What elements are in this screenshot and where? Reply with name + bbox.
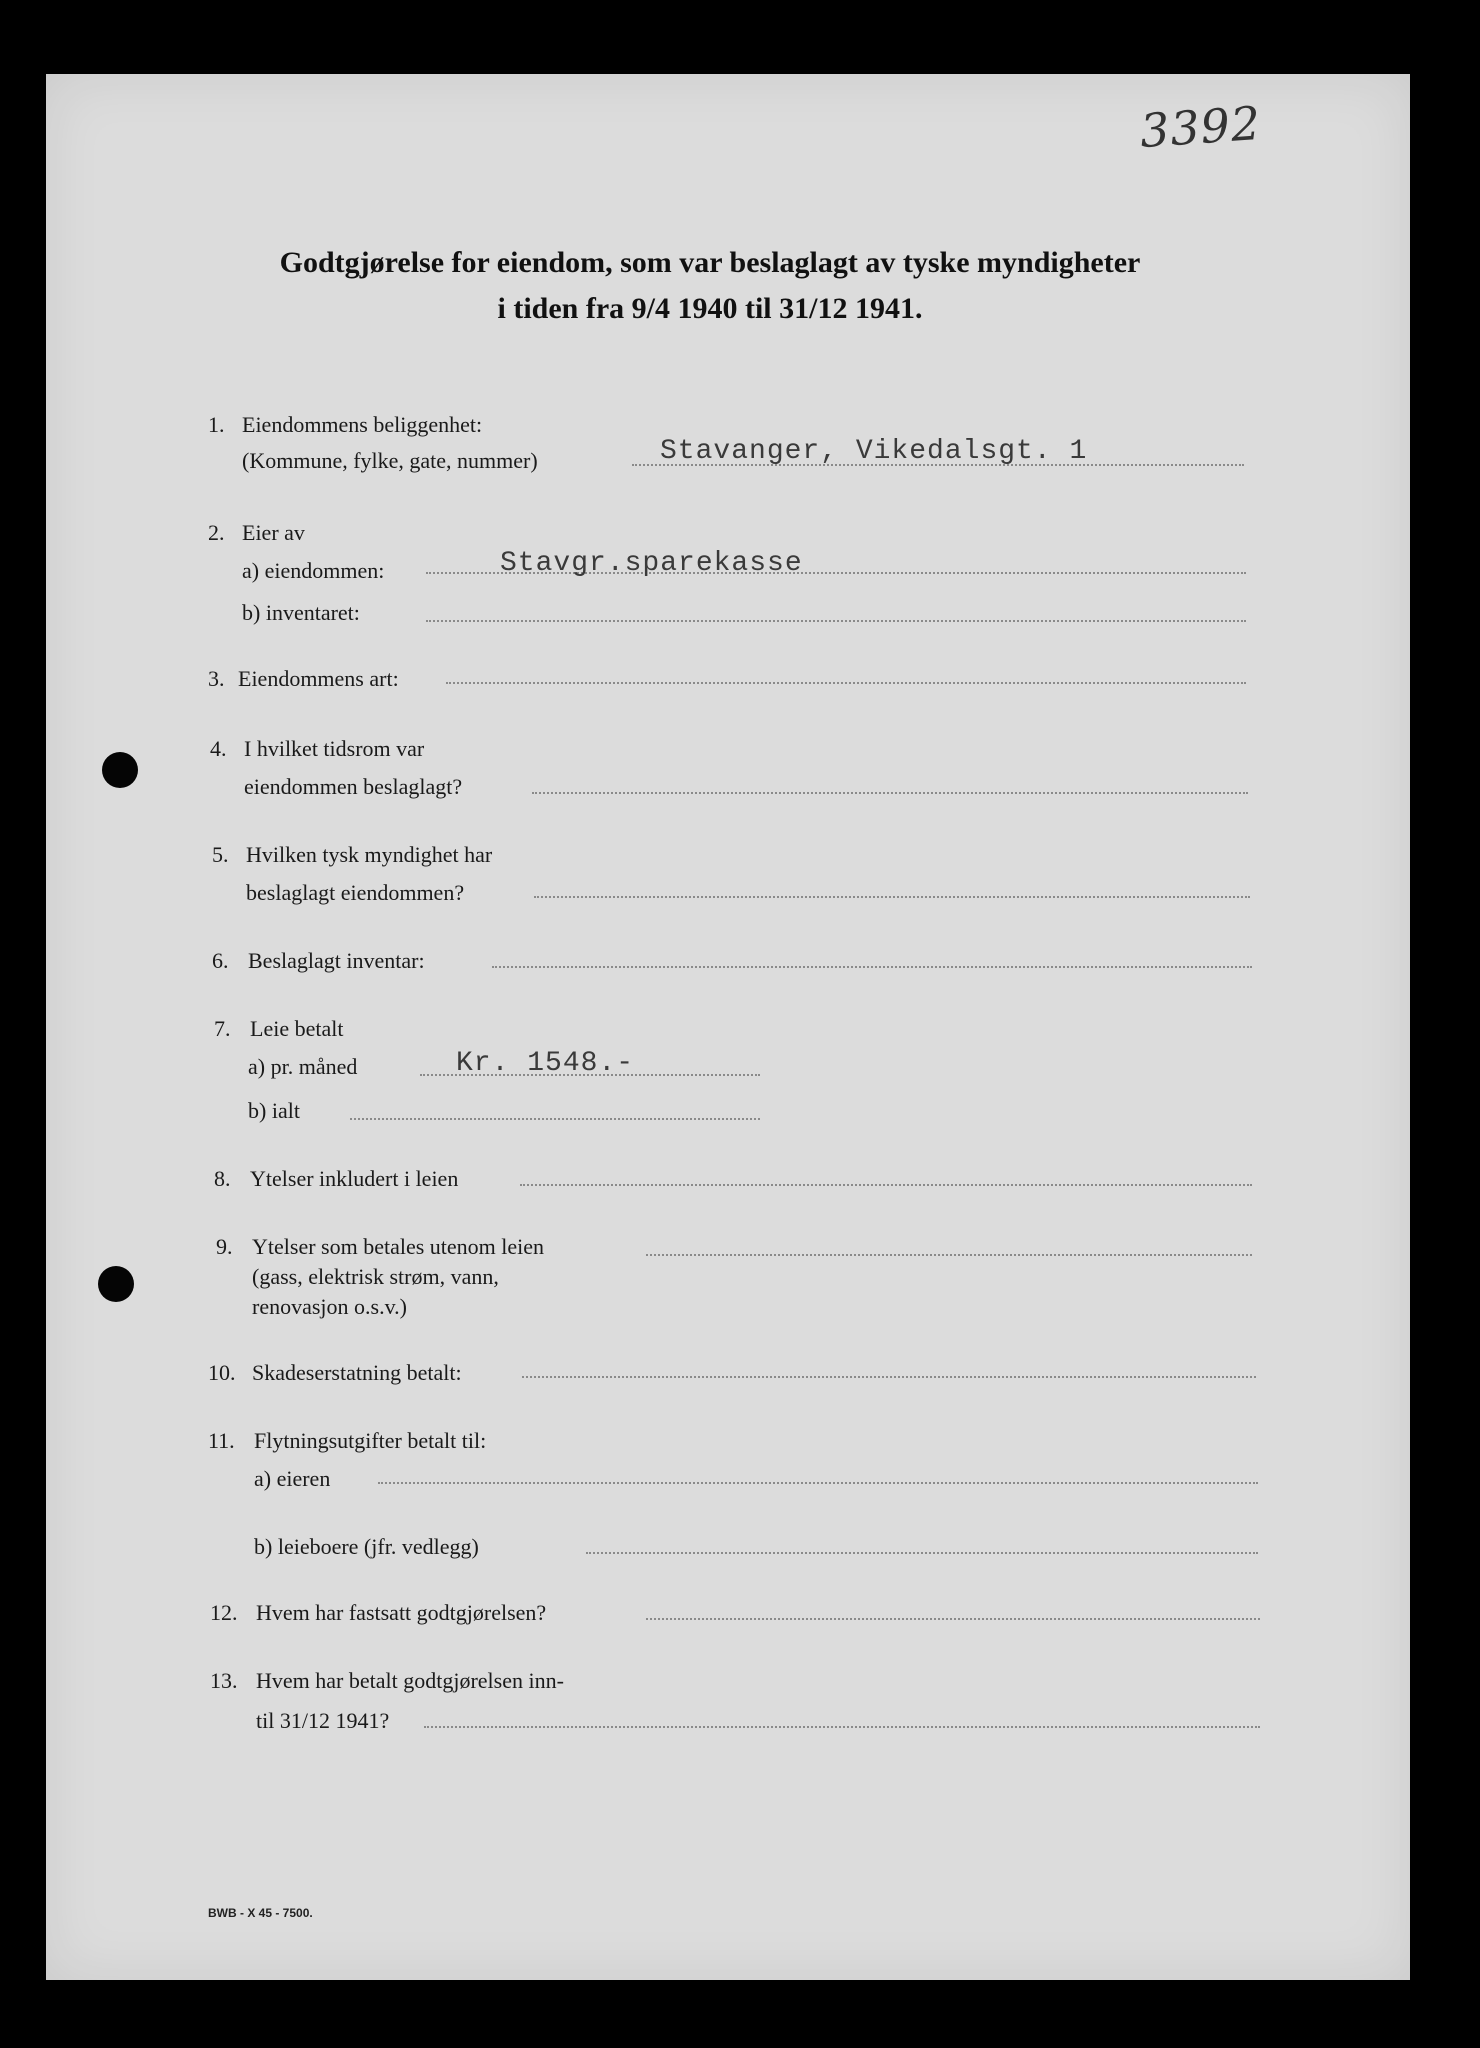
item-9-label: Ytelser som betales utenom leien [252, 1234, 545, 1259]
item-13-sublabel: til 31/12 1941? [256, 1708, 390, 1733]
item-8-field-line [520, 1184, 1252, 1186]
item-8-number: 8. [214, 1166, 231, 1191]
print-code-footer: BWB - X 45 - 7500. [208, 1906, 313, 1920]
punch-hole-top [102, 752, 138, 788]
item-7a-value: Kr. 1548.- [456, 1048, 635, 1079]
item-3-field-line [446, 682, 1246, 684]
item-12-field-line [646, 1618, 1260, 1620]
item-13-field-line [424, 1726, 1260, 1728]
item-13-label: Hvem har betalt godtgjørelsen inn- [256, 1668, 564, 1693]
title-line-2: i tiden fra 9/4 1940 til 31/12 1941. [497, 292, 923, 325]
item-2a-value: Stavgr.sparekasse [500, 548, 803, 579]
title-line-1: Godtgjørelse for eiendom, som var beslaglagt av tyske myndigheter [279, 246, 1141, 279]
item-6-number: 6. [212, 948, 229, 973]
item-11a-label: a) eieren [254, 1466, 331, 1491]
item-5-field-line [534, 896, 1250, 898]
item-9-sublabel-1: (gass, elektrisk strøm, vann, [252, 1264, 499, 1289]
item-4-field-line [532, 792, 1248, 794]
item-2b-field-line [426, 620, 1246, 622]
item-1-label: Eiendommens beliggenhet: [242, 412, 483, 437]
item-2a-label: a) eiendommen: [242, 558, 385, 583]
item-1-sublabel: (Kommune, fylke, gate, nummer) [242, 448, 538, 473]
item-6-label: Beslaglagt inventar: [248, 948, 425, 973]
item-5-number: 5. [212, 842, 229, 867]
item-10-label: Skadeserstatning betalt: [252, 1360, 462, 1385]
item-11-label: Flytningsutgifter betalt til: [254, 1428, 487, 1453]
item-3-number: 3. [208, 666, 225, 691]
item-7b-label: b) ialt [248, 1098, 300, 1123]
item-6-field-line [492, 966, 1252, 968]
item-12-number: 12. [210, 1600, 238, 1625]
item-7-label: Leie betalt [250, 1016, 344, 1041]
item-9-sublabel-2: renovasjon o.s.v.) [252, 1294, 407, 1319]
item-11b-label: b) leieboere (jfr. vedlegg) [254, 1534, 479, 1559]
item-11b-field-line [586, 1552, 1258, 1554]
item-7b-field-line [350, 1118, 760, 1120]
item-7a-label: a) pr. måned [248, 1054, 358, 1079]
item-5-label: Hvilken tysk myndighet har [246, 842, 493, 867]
item-1-number: 1. [208, 412, 225, 437]
item-10-field-line [522, 1376, 1256, 1378]
item-2-number: 2. [208, 520, 225, 545]
item-4-number: 4. [210, 736, 227, 761]
item-3-label: Eiendommens art: [238, 666, 399, 691]
item-9-number: 9. [216, 1234, 233, 1259]
item-8-label: Ytelser inkludert i leien [250, 1166, 459, 1191]
item-5-sublabel: beslaglagt eiendommen? [246, 880, 465, 905]
item-4-sublabel: eiendommen beslaglagt? [244, 774, 463, 799]
item-10-number: 10. [208, 1360, 236, 1385]
punch-hole-bottom [98, 1266, 134, 1302]
item-2-label: Eier av [242, 520, 305, 545]
item-2b-label: b) inventaret: [242, 600, 360, 625]
item-1-value: Stavanger, Vikedalsgt. 1 [660, 436, 1088, 467]
item-4-label: I hvilket tidsrom var [244, 736, 425, 761]
handwritten-page-number: 3392 [1138, 95, 1263, 159]
item-7-number: 7. [214, 1016, 231, 1041]
item-13-number: 13. [210, 1668, 238, 1693]
item-11-number: 11. [208, 1428, 235, 1453]
item-9-field-line [646, 1254, 1252, 1256]
item-11a-field-line [378, 1482, 1258, 1484]
form-title [180, 240, 1240, 332]
item-12-label: Hvem har fastsatt godtgjørelsen? [256, 1600, 547, 1625]
